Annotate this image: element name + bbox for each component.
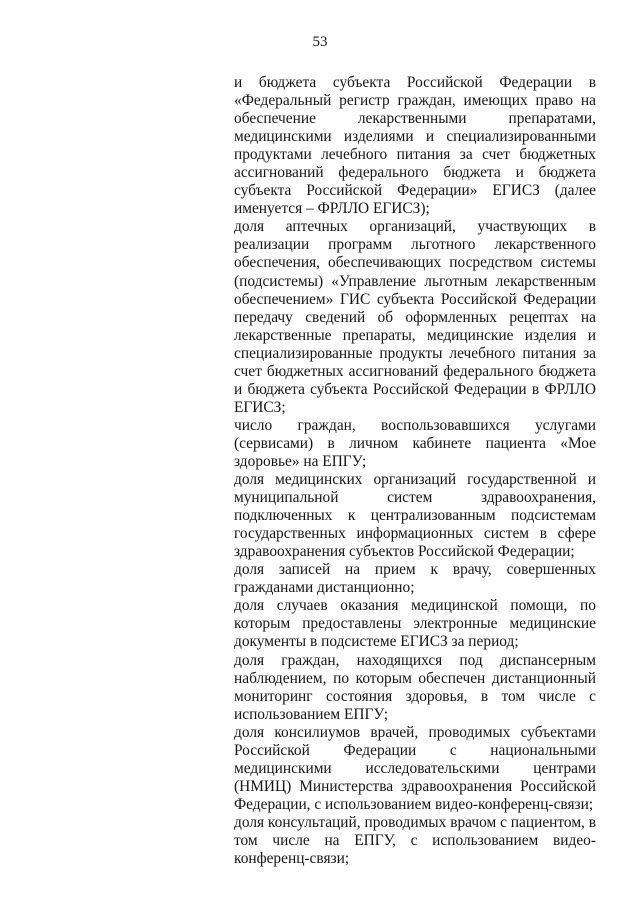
paragraph: и бюджета субъекта Российской Федерации в «Федеральный регистр граждан, имеющих право на обеспечение лекарственными препаратами, медицинскими изделиями и специализированными продуктами лечебного питания за счет бюджетных ассигнований федерального бюджета и бюджета субъекта Российской Федерации» ЕГИСЗ (далее именуется – ФРЛЛО ЕГИСЗ);: [234, 74, 596, 218]
paragraph: доля консилиумов врачей, проводимых субъектами Российской Федерации с национальными медицинскими исследовательскими центрами (НМИЦ) Министерства здравоохранения Российской Федерации, с использованием видео-конференц-связи;: [234, 723, 596, 813]
paragraph: число граждан, воспользовавшихся услугами (сервисами) в личном кабинете пациента «Мое здоровье» на ЕПГУ;: [234, 416, 596, 470]
paragraph: доля граждан, находящихся под диспансерным наблюдением, по которым обеспечен дистанционный мониторинг состояния здоровья, в том числе с использованием ЕПГУ;: [234, 651, 596, 723]
document-body: [234, 74, 596, 868]
paragraph: доля аптечных организаций, участвующих в реализации программ льготного лекарственного обеспечения, обеспечивающих посредством системы (подсистемы) «Управление льготным лекарственным обеспечением» ГИС субъекта Российской Федерации передачу сведений об оформленных рецептах на лекарственные препараты, медицинские изделия и специализированные продукты лечебного питания за счет бюджетных ассигнований федерального бюджета и бюджета субъекта Российской Федерации в ФРЛЛО ЕГИСЗ;: [234, 218, 596, 416]
paragraph: доля записей на прием к врачу, совершенных гражданами дистанционно;: [234, 561, 596, 597]
paragraph: доля случаев оказания медицинской помощи, по которым предоставлены электронные медицинские документы в подсистеме ЕГИСЗ за период;: [234, 597, 596, 651]
paragraph: доля медицинских организаций государственной и муниципальной систем здравоохранения, подключенных к централизованным подсистемам государственных информационных систем в сфере здравоохранения субъектов Российской Федерации;: [234, 471, 596, 561]
paragraph: доля консультаций, проводимых врачом с пациентом, в том числе на ЕПГУ, с использованием видео-конференц-связи;: [234, 813, 597, 868]
page-number: 53: [312, 34, 328, 50]
